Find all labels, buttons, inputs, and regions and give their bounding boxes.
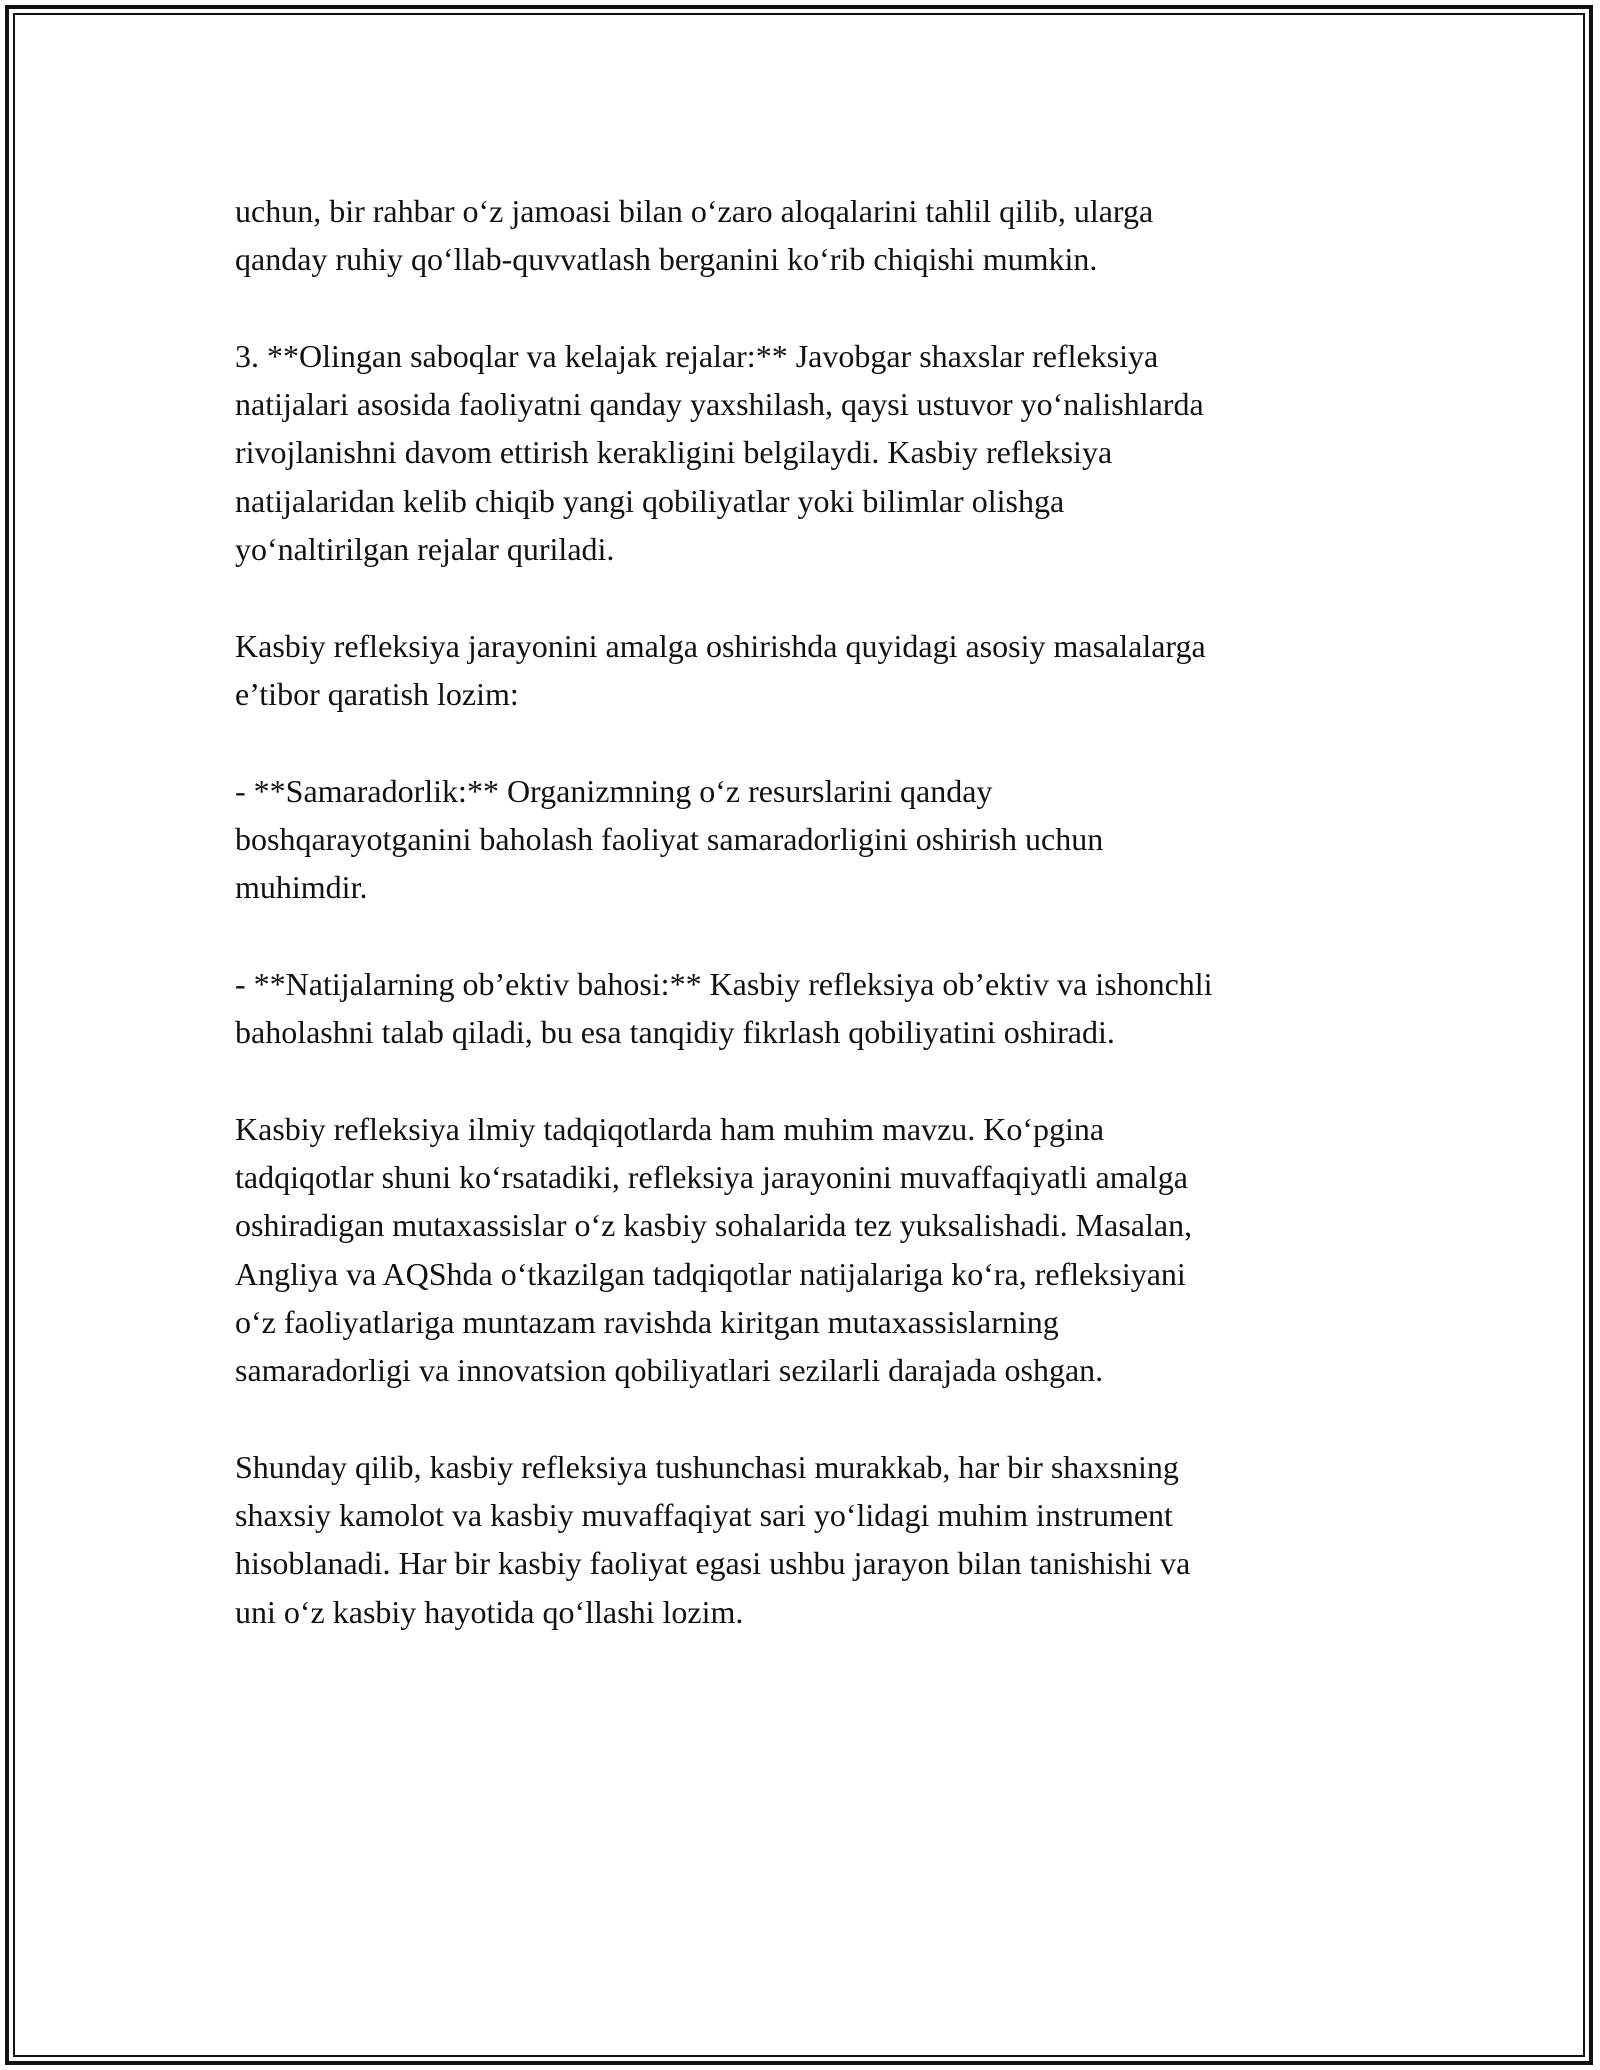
paragraph-research: Kasbiy refleksiya ilmiy tadqiqotlarda ham muhim mavzu. Ko‘pgina tadqiqotlar shuni ko‘rsatadiki, refleksiya jarayonini muvaffaqiyatli amalga oshiradigan mutaxassislar o‘z kasbiy sohalarida tez yuksalishadi. Masalan, Angliya va AQShda o‘tkazilgan tadqiqotlar natijalariga ko‘ra, refleksiyani o‘z faoliyatlariga muntazam ravishda kiritgan mutaxassislarning samaradorligi va innovatsion qobiliyatlari sezilarli darajada oshgan. <box>235 1110 1193 1389</box>
paragraph-continuation: uchun, bir rahbar o‘z jamoasi bilan o‘zaro aloqalarini tahlil qilib, ularga qanday ruhiy qo‘llab-quvvatlash berganini ko‘rib chiqishi mumkin. <box>235 193 1154 278</box>
list-item-efficiency: - **Samaradorlik:** Organizmning o‘z resurslarini qanday boshqarayotganini baholash faoliyat samaradorligini oshirish uchun muhimdir. <box>235 772 1104 906</box>
paragraph-conclusion: Shunday qilib, kasbiy refleksiya tushunchasi murakkab, har bir shaxsning shaxsiy kamolot va kasbiy muvaffaqiyat sari yo‘lidagi muhim instrument hisoblanadi. Har bir kasbiy faoliyat egasi ushbu jarayon bilan tanishishi va uni o‘z kasbiy hayotida qo‘llashi lozim. <box>235 1448 1191 1630</box>
paragraph-lessons-and-plans: 3. **Olingan saboqlar va kelajak rejalar:** Javobgar shaxslar refleksiya natijalari asosida faoliyatni qanday yaxshilash, qaysi ustuvor yo‘nalishlarda rivojlanishni davom ettirish kerakligini belgilaydi. Kasbiy refleksiya natijalaridan kelib chiqib yangi qobiliyatlar yoki bilimlar olishga yo‘naltirilgan rejalar quriladi. <box>235 337 1204 568</box>
document-body <box>235 187 1365 1684</box>
list-item-objective-assessment: - **Natijalarning ob’ektiv bahosi:** Kasbiy refleksiya ob’ektiv va ishonchli baholashni talab qiladi, bu esa tanqidiy fikrlash qobiliyatini oshiradi. <box>235 965 1213 1051</box>
paragraph-key-issues-intro: Kasbiy refleksiya jarayonini amalga oshirishda quyidagi asosiy masalalarga e’tibor qaratish lozim: <box>235 627 1206 712</box>
